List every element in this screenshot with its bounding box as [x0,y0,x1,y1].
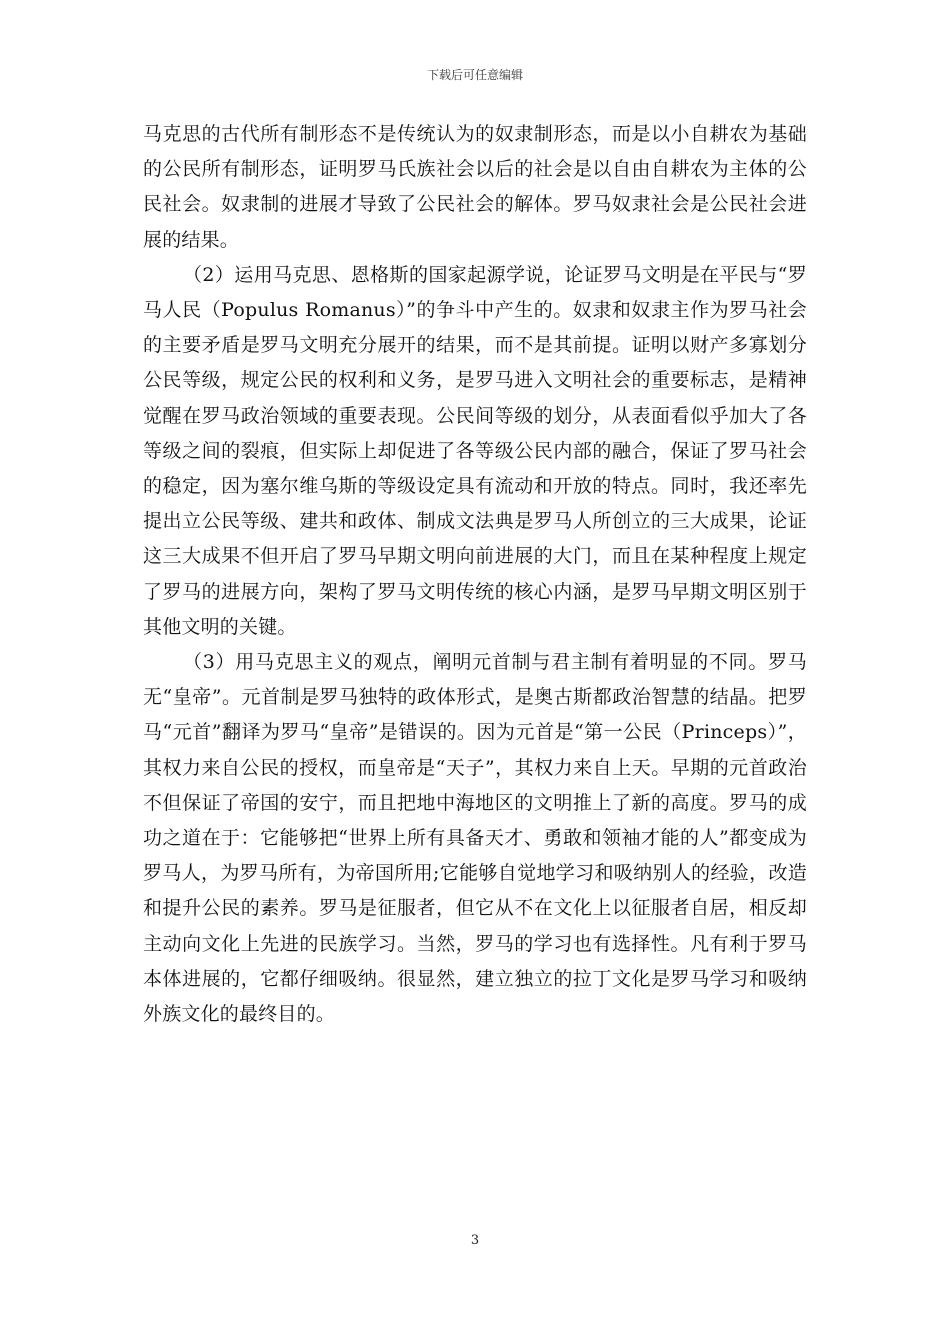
document-body [143,117,807,1032]
page-number: 3 [470,1233,480,1248]
body-paragraph-3: （3）用马克思主义的观点，阐明元首制与君主制有着明显的不同。罗马无“皇帝”。元首制是罗马独特的政体形式，是奥古斯都政治智慧的结晶。把罗马“元首”翻译为罗马“皇帝”是错误的。因为元首是“第一公民（Princeps）”，其权力来自公民的授权，而皇帝是“天子”，其权力来自上天。早期的元首政治不但保证了帝国的安宁，而且把地中海地区的文明推上了新的高度。罗马的成功之道在于：它能够把“世界上所有具备天才、勇敢和领袖才能的人”都变成为罗马人，为罗马所有，为帝国所用;它能够自觉地学习和吸纳别人的经验，改造和提升公民的素养。罗马是征服者，但它从不在文化上以征服者自居，相反却主动向文化上先进的民族学习。当然，罗马的学习也有选择性。凡有利于罗马本体进展的，它都仔细吸纳。很显然，建立独立的拉丁文化是罗马学习和吸纳外族文化的最终目的。 [143,651,807,1026]
body-paragraph-2: （2）运用马克思、恩格斯的国家起源学说，论证罗马文明是在平民与“罗马人民（Populus Romanus）”的争斗中产生的。奴隶和奴隶主作为罗马社会的主要矛盾是罗马文明充分展开的结果，而不是其前提。证明以财产多寡划分公民等级，规定公民的权利和义务，是罗马进入文明社会的重要标志，是精神觉醒在罗马政治领域的重要表现。公民间等级的划分，从表面看似乎加大了各等级之间的裂痕，但实际上却促进了各等级公民内部的融合，保证了罗马社会的稳定，因为塞尔维乌斯的等级设定具有流动和开放的特点。同时，我还率先提出立公民等级、建共和政体、制成文法典是罗马人所创立的三大成果，论证这三大成果不但开启了罗马早期文明向前进展的大门，而且在某种程度上规定了罗马的进展方向，架构了罗马文明传统的核心内涵，是罗马早期文明区别于其他文明的关键。 [143,263,807,638]
page-header: 下载后可任意编辑 [426,68,523,82]
body-paragraph-1: 马克思的古代所有制形态不是传统认为的奴隶制形态，而是以小自耕农为基础的公民所有制形态，证明罗马氏族社会以后的社会是以自由自耕农为主体的公民社会。奴隶制的进展才导致了公民社会的解体。罗马奴隶社会是公民社会进展的结果。 [143,123,807,251]
